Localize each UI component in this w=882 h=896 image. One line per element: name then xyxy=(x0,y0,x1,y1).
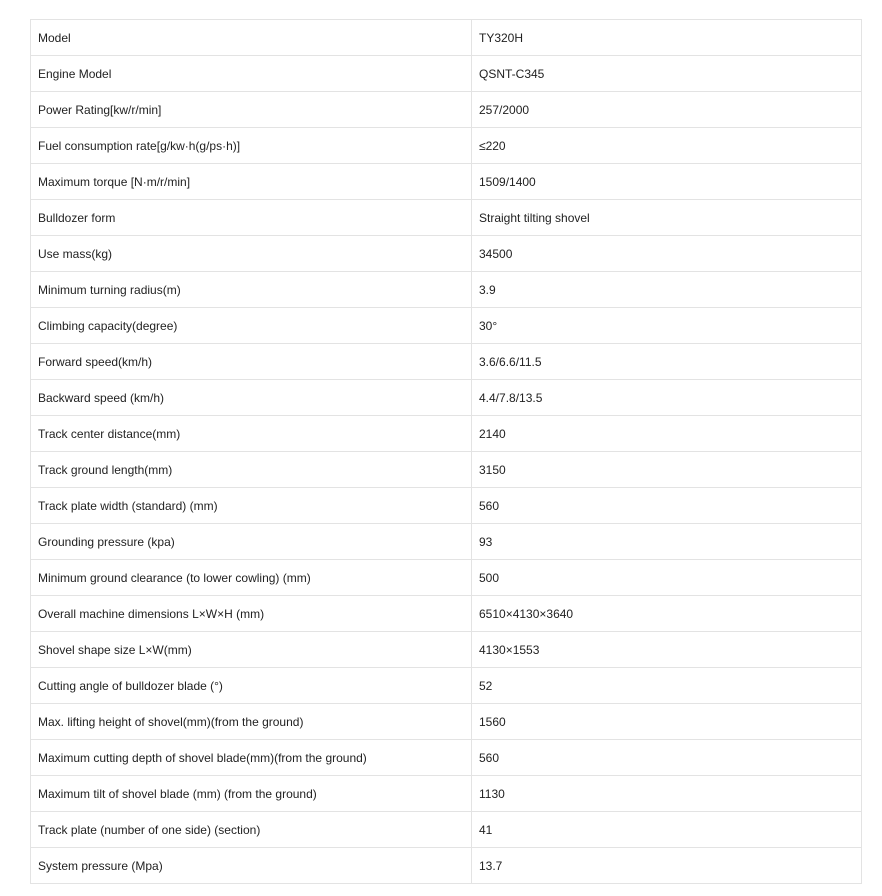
spec-value: 34500 xyxy=(472,236,862,272)
table-row xyxy=(31,344,862,380)
spec-label: Power Rating[kw/r/min] xyxy=(31,92,472,128)
spec-label: Track plate width (standard) (mm) xyxy=(31,488,472,524)
spec-value: Straight tilting shovel xyxy=(472,200,862,236)
spec-value: 1560 xyxy=(472,704,862,740)
spec-value: 1130 xyxy=(472,776,862,812)
spec-label: Minimum ground clearance (to lower cowling) (mm) xyxy=(31,560,472,596)
table-row xyxy=(31,776,862,812)
spec-label: Backward speed (km/h) xyxy=(31,380,472,416)
table-row xyxy=(31,272,862,308)
table-row xyxy=(31,848,862,884)
table-row xyxy=(31,56,862,92)
table-row xyxy=(31,164,862,200)
spec-value: 6510×4130×3640 xyxy=(472,596,862,632)
table-row xyxy=(31,812,862,848)
table-row xyxy=(31,128,862,164)
spec-label: Use mass(kg) xyxy=(31,236,472,272)
table-row xyxy=(31,560,862,596)
spec-value: 13.7 xyxy=(472,848,862,884)
spec-value: 560 xyxy=(472,488,862,524)
spec-label: Climbing capacity(degree) xyxy=(31,308,472,344)
table-row xyxy=(31,488,862,524)
spec-label: Track plate (number of one side) (section) xyxy=(31,812,472,848)
spec-value: 30° xyxy=(472,308,862,344)
spec-label: Track center distance(mm) xyxy=(31,416,472,452)
table-row xyxy=(31,236,862,272)
spec-label: Overall machine dimensions L×W×H (mm) xyxy=(31,596,472,632)
table-row xyxy=(31,668,862,704)
table-row xyxy=(31,632,862,668)
table-row xyxy=(31,380,862,416)
spec-label: Maximum tilt of shovel blade (mm) (from the ground) xyxy=(31,776,472,812)
spec-label: Shovel shape size L×W(mm) xyxy=(31,632,472,668)
spec-value: 560 xyxy=(472,740,862,776)
spec-value: 500 xyxy=(472,560,862,596)
spec-value: QSNT-C345 xyxy=(472,56,862,92)
spec-label: Minimum turning radius(m) xyxy=(31,272,472,308)
table-row xyxy=(31,524,862,560)
spec-label: Fuel consumption rate[g/kw·h(g/ps·h)] xyxy=(31,128,472,164)
table-row xyxy=(31,20,862,56)
spec-value: 52 xyxy=(472,668,862,704)
spec-label: Forward speed(km/h) xyxy=(31,344,472,380)
table-row xyxy=(31,200,862,236)
table-row xyxy=(31,704,862,740)
spec-label: Engine Model xyxy=(31,56,472,92)
spec-label: Max. lifting height of shovel(mm)(from the ground) xyxy=(31,704,472,740)
spec-value: 1509/1400 xyxy=(472,164,862,200)
table-row xyxy=(31,596,862,632)
table-row xyxy=(31,308,862,344)
spec-label: Model xyxy=(31,20,472,56)
spec-label: Cutting angle of bulldozer blade (°) xyxy=(31,668,472,704)
spec-label: Maximum cutting depth of shovel blade(mm)(from the ground) xyxy=(31,740,472,776)
spec-label: System pressure (Mpa) xyxy=(31,848,472,884)
spec-value: 3.9 xyxy=(472,272,862,308)
spec-value: 4130×1553 xyxy=(472,632,862,668)
spec-label: Grounding pressure (kpa) xyxy=(31,524,472,560)
spec-value: TY320H xyxy=(472,20,862,56)
spec-value: 257/2000 xyxy=(472,92,862,128)
table-row xyxy=(31,92,862,128)
table-row xyxy=(31,740,862,776)
spec-value: 41 xyxy=(472,812,862,848)
spec-value: 4.4/7.8/13.5 xyxy=(472,380,862,416)
spec-label: Bulldozer form xyxy=(31,200,472,236)
spec-value: 3.6/6.6/11.5 xyxy=(472,344,862,380)
spec-value: ≤220 xyxy=(472,128,862,164)
specification-table xyxy=(30,19,862,884)
spec-value: 3150 xyxy=(472,452,862,488)
table-row xyxy=(31,416,862,452)
spec-value: 93 xyxy=(472,524,862,560)
spec-label: Maximum torque [N·m/r/min] xyxy=(31,164,472,200)
table-row xyxy=(31,452,862,488)
spec-value: 2140 xyxy=(472,416,862,452)
spec-label: Track ground length(mm) xyxy=(31,452,472,488)
